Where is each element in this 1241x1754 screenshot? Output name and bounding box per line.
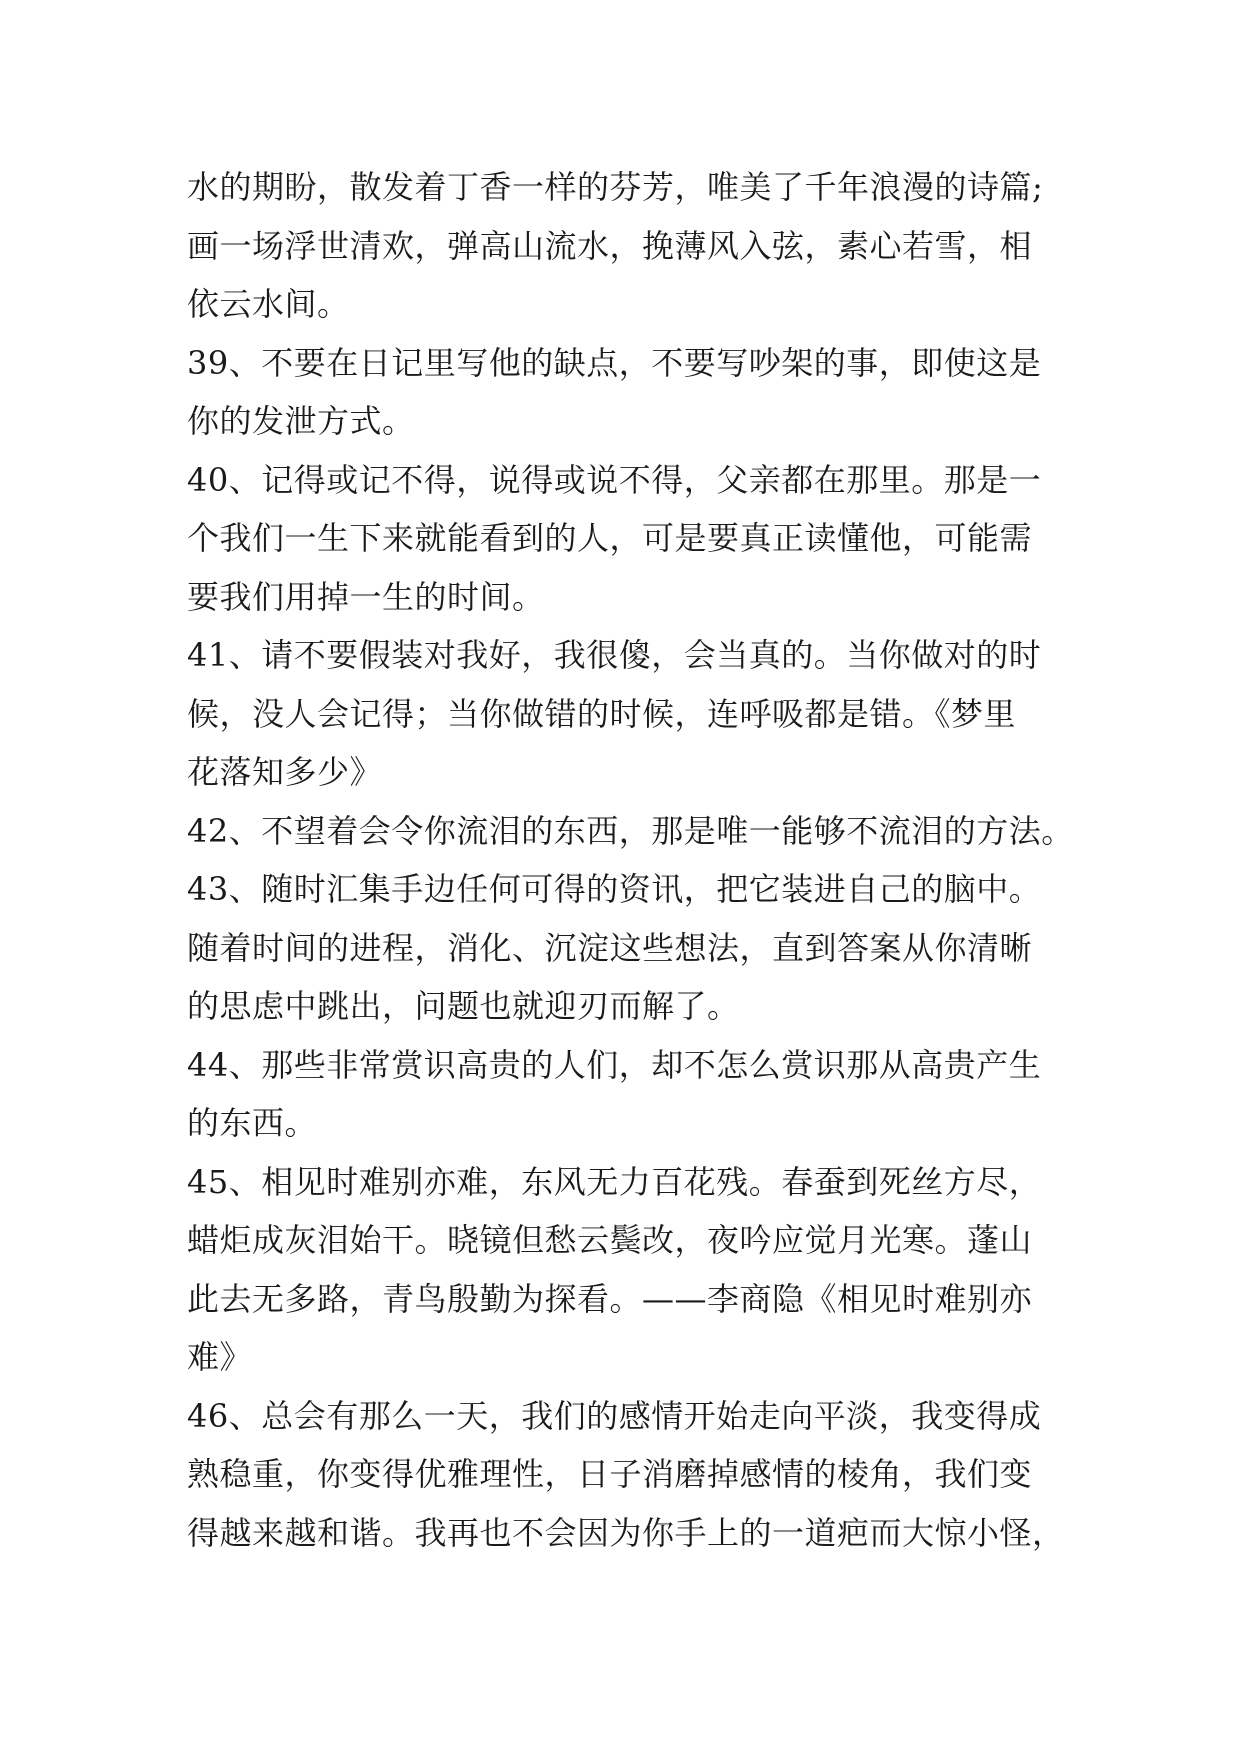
text-line: 个我们一生下来就能看到的人，可是要真正读懂他，可能需 bbox=[187, 519, 1033, 557]
text-line: 的东西。 bbox=[187, 1104, 318, 1142]
text-line: 41、请不要假装对我好，我很傻，会当真的。当你做对的时 bbox=[187, 636, 1042, 674]
text-line: 蜡炬成灰泪始干。晓镜但愁云鬓改，夜吟应觉月光寒。蓬山 bbox=[187, 1221, 1033, 1259]
text-line: 你的发泄方式。 bbox=[187, 402, 415, 440]
document-body bbox=[187, 158, 1074, 1562]
text-line: 难》 bbox=[187, 1338, 253, 1376]
text-line: 40、记得或记不得，说得或说不得，父亲都在那里。那是一 bbox=[187, 460, 1042, 499]
text-line: 水的期盼，散发着丁香一样的芬芳，唯美了千年浪漫的诗篇; bbox=[187, 168, 1044, 206]
text-line: 39、不要在日记里写他的缺点，不要写吵架的事，即使这是 bbox=[187, 343, 1042, 382]
text-line: 随着时间的进程，消化、沉淀这些想法，直到答案从你清晰 bbox=[187, 928, 1033, 967]
text-line: 熟稳重，你变得优雅理性，日子消磨掉感情的棱角，我们变 bbox=[187, 1455, 1033, 1493]
text-line: 43、随时汇集手边任何可得的资讯，把它装进自己的脑中。 bbox=[187, 870, 1042, 908]
text-line: 44、那些非常赏识高贵的人们，却不怎么赏识那从高贵产生 bbox=[187, 1045, 1042, 1084]
text-line: 此去无多路，青鸟殷勤为探看。——李商隐《相见时难别亦 bbox=[187, 1279, 1033, 1318]
text-line: 46、总会有那么一天，我们的感情开始走向平淡，我变得成 bbox=[187, 1396, 1042, 1435]
text-line: 依云水间。 bbox=[187, 285, 350, 323]
text-line: 候，没人会记得；当你做错的时候，连呼吸都是错。《梦里 bbox=[187, 694, 1017, 733]
text-line: 的思虑中跳出，问题也就迎刃而解了。 bbox=[187, 987, 740, 1025]
text-line: 42、不望着会令你流泪的东西，那是唯一能够不流泪的方法。 bbox=[187, 811, 1074, 850]
text-line: 花落知多少》 bbox=[187, 753, 383, 791]
text-line: 画一场浮世清欢，弹高山流水，挽薄风入弦，素心若雪，相 bbox=[187, 226, 1033, 265]
text-line: 得越来越和谐。我再也不会因为你手上的一道疤而大惊小怪， bbox=[187, 1513, 1065, 1552]
text-line: 45、相见时难别亦难，东风无力百花残。春蚕到死丝方尽， bbox=[187, 1162, 1042, 1201]
text-line: 要我们用掉一生的时间。 bbox=[187, 577, 545, 616]
